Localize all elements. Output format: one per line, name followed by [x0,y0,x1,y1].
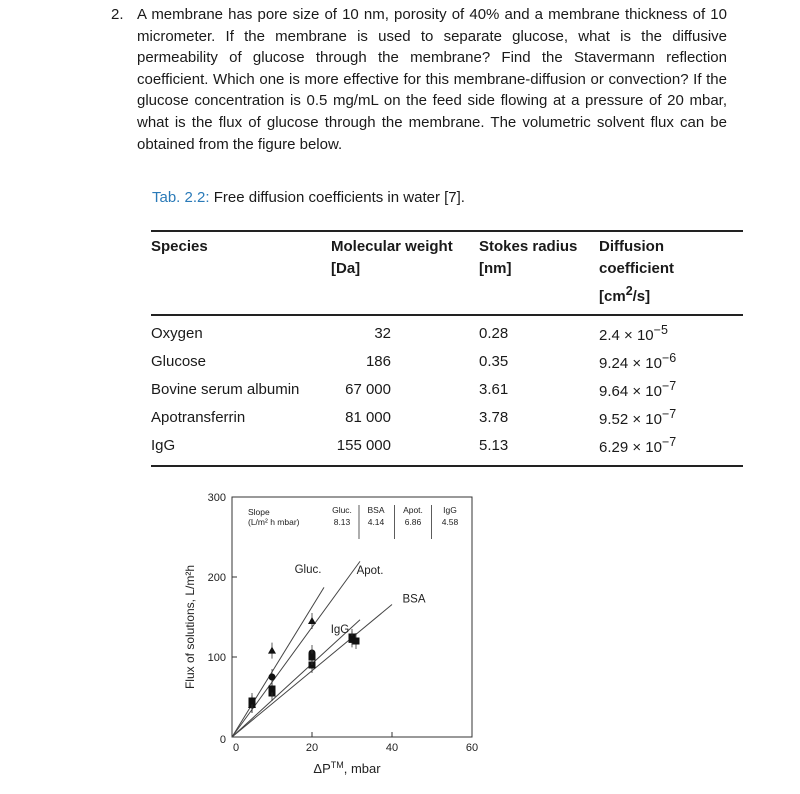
cell-species: Bovine serum albumin [151,380,300,398]
header-species [151,231,331,315]
line-labels [295,564,426,636]
slope-col-name: IgG [443,505,457,515]
data-point-gluc [308,617,316,624]
table-row [151,431,743,466]
line-label: IgG [330,624,350,636]
question-text: A membrane has pore size of 10 nm, porosity of 40% and a membrane thickness of 10 micrometer. If the membrane is used to separate glucose, what is the diffusive permeability of glucose through the membrane? Find the Stavermann reflection coefficient. Which one is more effective for this membrane-diffusion or convection? If the glucose concentration is 0.5 mg/mL on the feed side flowing at a pressure of 20 mbar, what is the flux of glucose through the membrane. The volumetric solvent flux can be obtained from the figure below. [137,6,727,153]
cell-mw: 67 000 [345,380,391,398]
fit-line-apot [232,561,360,737]
cell-mw: 186 [365,352,391,370]
x-tick-label: 20 [305,742,319,754]
cell-dc-exp: −7 [661,407,677,421]
cell-dc-base: 6.29 × 10 [599,439,662,456]
cell-mw: 81 000 [345,408,391,426]
data-point-igg [349,636,356,643]
cell-mw: 32 [374,324,391,342]
data-point-igg [269,686,276,693]
header-sr-line1: Stokes radius [479,238,578,255]
x-tick-label: 0 [232,742,240,754]
y-axis-label: Flux of solutions, L/m²h [183,564,197,690]
header-diffusion-coefficient [599,231,743,315]
header-stokes-radius [479,231,599,315]
y-tick-label: 100 [207,652,226,664]
cell-dc-exp: −7 [661,435,677,449]
y-tick-label: 200 [207,572,226,584]
fit-line-igg [232,620,360,737]
cell-sr: 5.13 [479,436,509,454]
table-row [151,315,743,347]
table-row [151,375,743,403]
header-dc-line2-sup: 2 [625,284,633,298]
header-mw-line2: [Da] [331,260,361,277]
data-point-igg [249,698,256,705]
x-tick-label: 40 [385,742,399,754]
cell-dc-exp: −6 [661,351,677,365]
table-caption-text: Free diffusion coefficients in water [7]. [209,189,465,206]
line-label: BSA [402,593,426,606]
diffusion-table [151,230,743,467]
table-caption-label: Tab. 2.2: [152,189,210,206]
question-number: 2. [111,6,124,23]
cell-dc [599,347,743,375]
table-row [151,347,743,375]
line-label: Apot. [356,564,384,577]
cell-sr: 0.28 [479,324,509,342]
x-tick-label: 60 [465,742,479,754]
header-molecular-weight [331,231,479,315]
slope-col-value: 8.13 [333,517,351,527]
table-row [151,403,743,431]
slope-col-value: 6.86 [404,517,422,527]
cell-dc-base: 9.64 × 10 [599,383,662,400]
slope-label: Slope [248,507,270,517]
cell-dc-exp: −7 [661,379,677,393]
plot-frame [232,497,472,737]
cell-dc-base: 2.4 × 10 [599,327,654,344]
header-species-label: Species [151,238,208,255]
x-axis-label-suffix: , mbar [343,761,381,776]
cell-species: Apotransferrin [151,408,246,426]
cell-species: IgG [151,436,176,454]
slope-col-name: Apot. [403,505,423,515]
slope-col-name: BSA [367,505,385,515]
header-dc-line2-post: /s] [632,288,651,305]
header-mw-line1: Molecular weight [331,238,453,255]
y-tick-label: 0 [219,734,226,746]
cell-dc-base: 9.24 × 10 [599,355,662,372]
flux-chart [170,485,490,790]
x-axis-label-sup: TM [330,760,344,770]
cell-sr: 3.61 [479,380,509,398]
table-header-row [151,231,743,315]
flux-chart-svg [170,485,490,785]
slope-col-value: 4.58 [441,517,459,527]
header-dc-line1: Diffusion coefficient [599,238,675,277]
cell-sr: 3.78 [479,408,509,426]
cell-mw: 155 000 [336,436,391,454]
cell-species: Glucose [151,352,207,370]
cell-dc [599,375,743,403]
cell-dc-exp: −5 [653,323,668,337]
cell-dc [599,431,743,466]
header-sr-line2: [nm] [479,260,512,277]
x-axis-label [313,760,381,776]
cell-sr: 0.35 [479,352,509,370]
cell-dc [599,403,743,431]
y-tick-label: 300 [207,492,226,504]
table-caption [152,189,465,206]
data-point-gluc [268,647,276,654]
line-label: Gluc. [294,564,322,576]
x-axis-label-main: ΔP [313,761,331,776]
header-dc-line2-pre: [cm [599,288,626,305]
slope-unit-label: (L/m² h mbar) [248,517,300,527]
slope-col-value: 4.14 [367,517,385,527]
cell-species: Oxygen [151,324,203,342]
cell-dc [599,315,743,347]
data-point-igg [309,654,316,661]
cell-dc-base: 9.52 × 10 [599,411,662,428]
slope-table [248,505,459,539]
slope-col-name: Gluc. [332,505,352,515]
data-point-apot [269,674,276,681]
